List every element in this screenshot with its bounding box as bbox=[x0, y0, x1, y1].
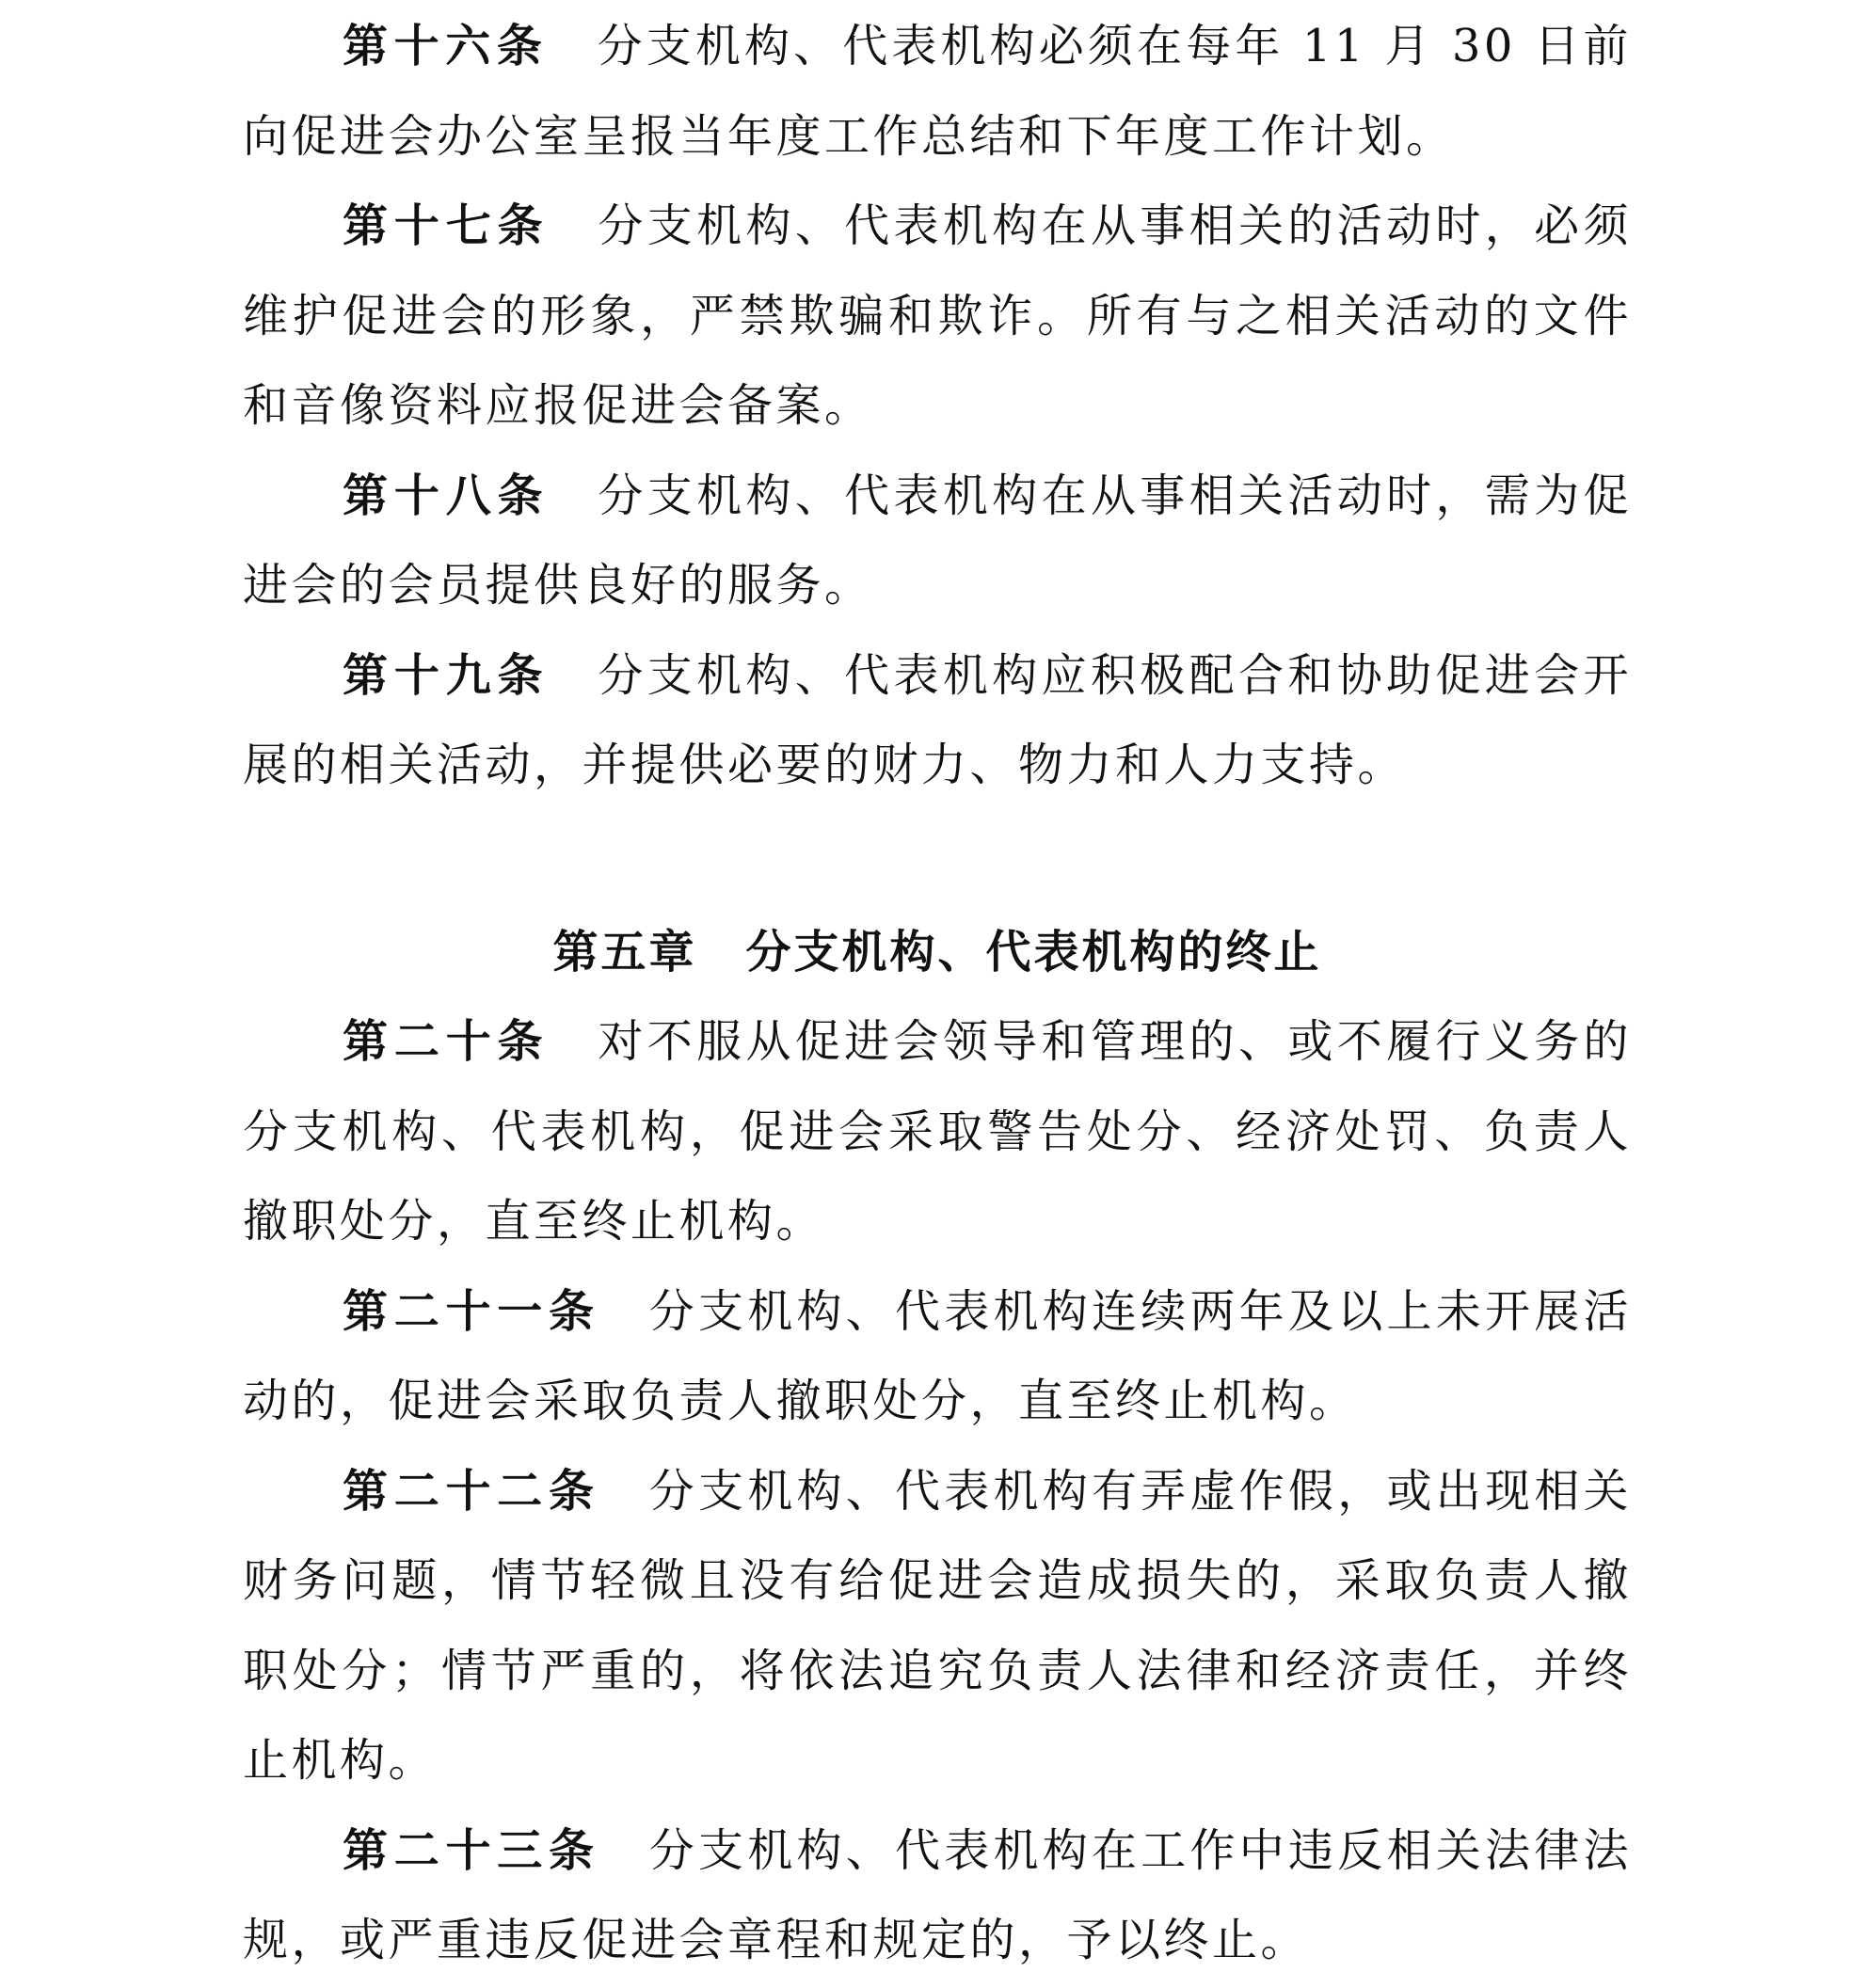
article-text: 分支机构、代表机构连续两年及以上未开展活动的，促进会采取负责人撤职处分，直至终止机构。 bbox=[243, 1284, 1632, 1427]
article-22 bbox=[243, 1447, 1632, 1806]
article-20 bbox=[243, 997, 1632, 1267]
article-18 bbox=[243, 452, 1632, 631]
article-text: 分支机构、代表机构必须在每年 11 月 30 日前向促进会办公室呈报当年度工作总结和下年度工作计划。 bbox=[243, 20, 1632, 163]
article-heading: 第十八条 bbox=[343, 469, 550, 522]
article-text: 分支机构、代表机构在从事相关的活动时，必须维护促进会的形象，严禁欺骗和欺诈。所有与之相关活动的文件和音像资料应报促进会备案。 bbox=[243, 199, 1632, 432]
article-16 bbox=[243, 0, 1632, 182]
document-page bbox=[243, 0, 1632, 1986]
article-heading: 第二十条 bbox=[343, 1015, 550, 1068]
article-text: 对不服从促进会领导和管理的、或不履行义务的分支机构、代表机构，促进会采取警告处分、经济处罚、负责人撤职处分，直至终止机构。 bbox=[243, 1015, 1632, 1248]
article-heading: 第二十二条 bbox=[343, 1464, 600, 1518]
article-heading: 第十九条 bbox=[343, 648, 550, 702]
article-heading: 第二十一条 bbox=[343, 1284, 600, 1338]
article-19 bbox=[243, 631, 1632, 811]
article-heading: 第十七条 bbox=[343, 199, 550, 252]
article-text: 分支机构、代表机构应积极配合和协助促进会开展的相关活动，并提供必要的财力、物力和人力支持。 bbox=[243, 648, 1632, 791]
article-17 bbox=[243, 182, 1632, 452]
article-heading: 第二十三条 bbox=[343, 1823, 600, 1877]
article-text: 分支机构、代表机构在工作中违反相关法律法规，或严重违反促进会章程和规定的，予以终止。 bbox=[243, 1823, 1632, 1966]
article-heading: 第十六条 bbox=[343, 20, 549, 72]
article-text: 分支机构、代表机构有弄虚作假，或出现相关财务问题，情节轻微且没有给促进会造成损失的，采取负责人撤职处分；情节严重的，将依法追究负责人法律和经济责任，并终止机构。 bbox=[243, 1464, 1632, 1787]
chapter-number: 第五章 bbox=[552, 925, 697, 978]
article-text: 分支机构、代表机构在从事相关活动时，需为促进会的会员提供良好的服务。 bbox=[243, 469, 1632, 612]
article-21 bbox=[243, 1267, 1632, 1447]
chapter-title: 分支机构、代表机构的终止 bbox=[745, 925, 1322, 978]
article-23 bbox=[243, 1806, 1632, 1986]
chapter-heading bbox=[243, 908, 1632, 998]
